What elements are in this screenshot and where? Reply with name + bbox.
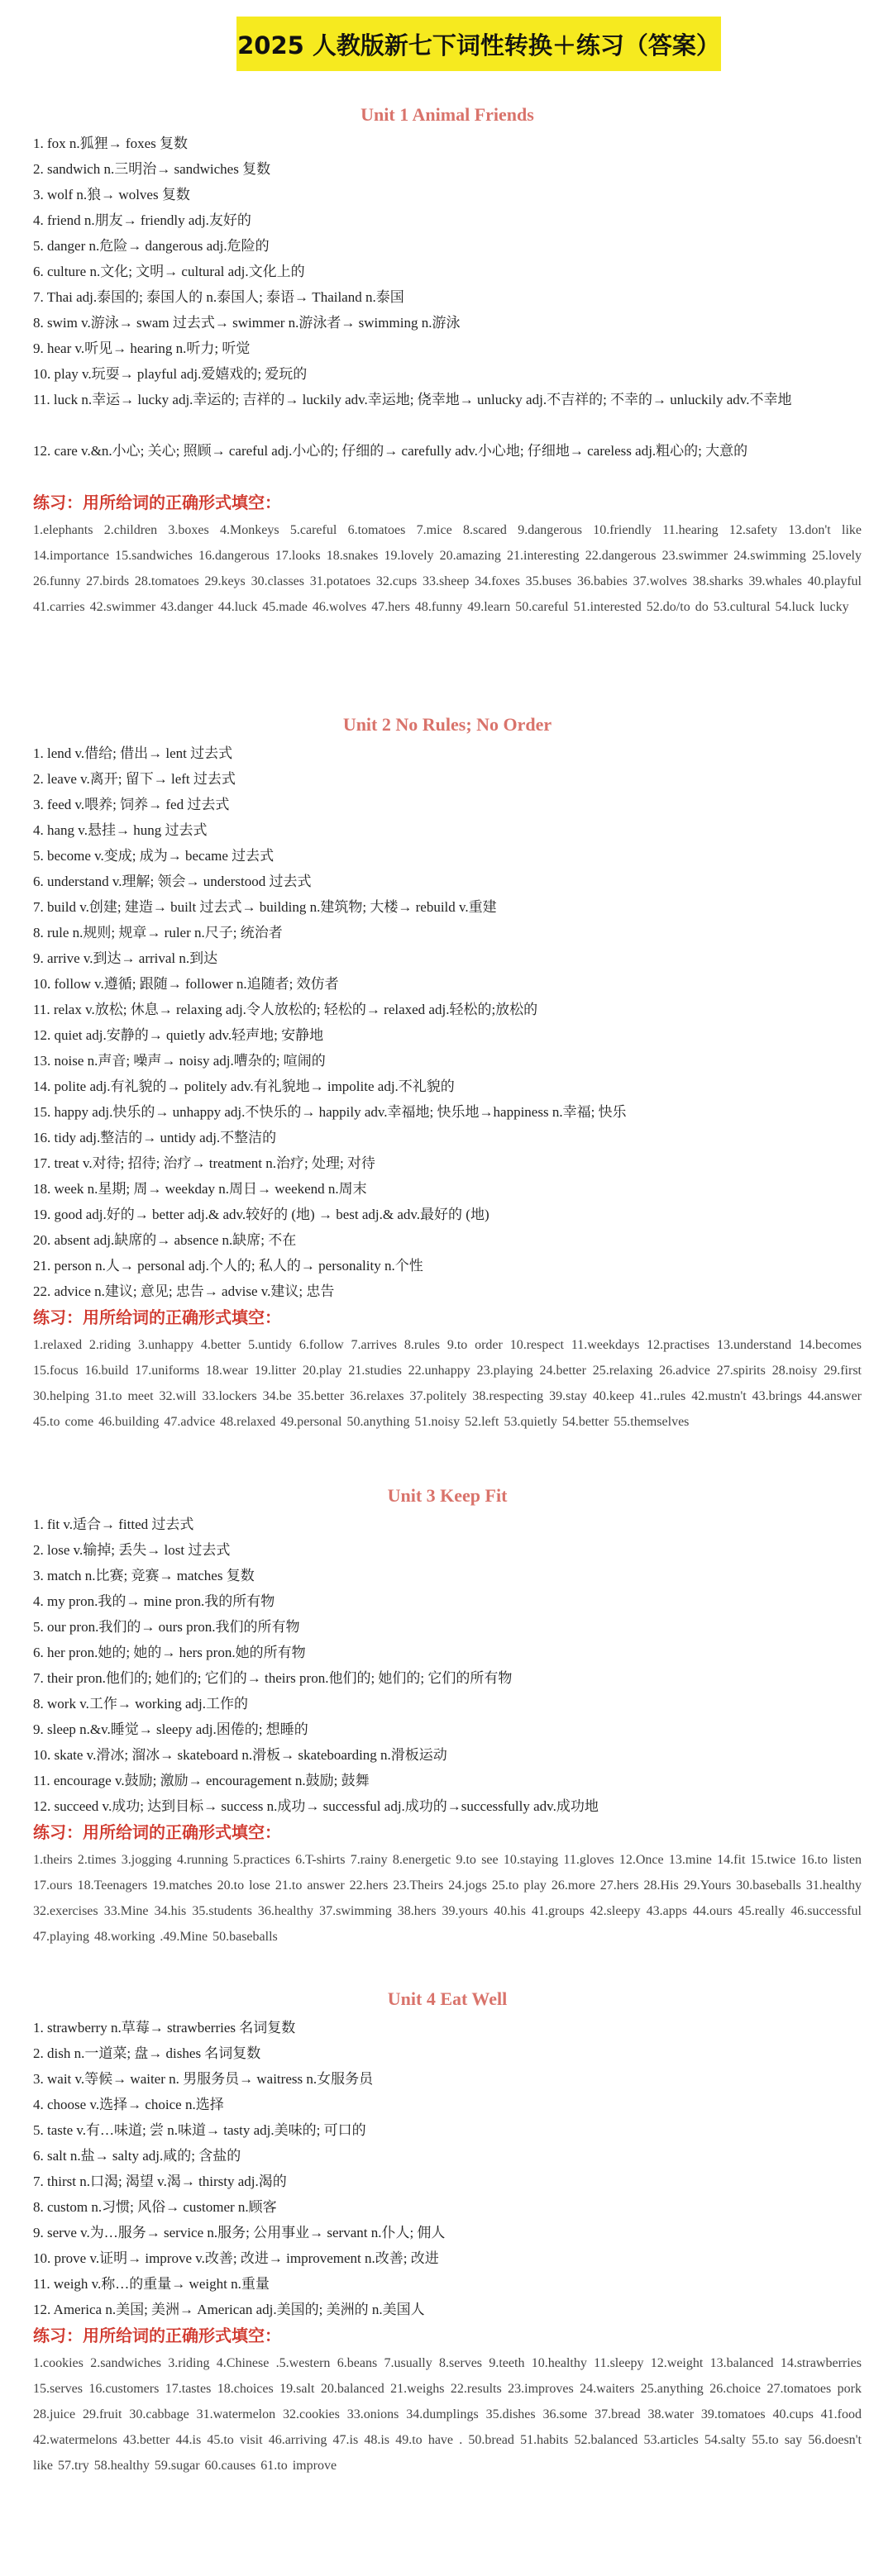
practice-answers: 1.relaxed 2.riding 3.unhappy 4.better 5.untidy 6.follow 7.arrives 8.rules 9.to order 10.respect 11.weekdays 12.practises 13.understand 14.becomes 15.focus 16.build 17.uniforms 18.wear 19.litter 20.play 21.studies 22.unhappy 23.playing 24.better 25.relaxing 26.advice 27.spirits 28.noisy 29.first 30.helping 31.to meet 32.will 33.lockers 34.be 35.better 36.relaxes 37.politely 38.respecting 39.stay 40.keep 41..rules 42.mustn't 43.brings 44.answer 45.to come 46.building 47.advice 48.relaxed 49.personal 50.anything 51.noisy 52.left 53.quietly 54.better 55.themselves (33, 1338, 862, 1429)
vocab-item: 17. treat v.对待; 招待; 治疗→ treatment n.治疗; 处理; 对待 (33, 1155, 375, 1171)
vocab-item: 2. dish n.一道菜; 盘→ dishes 名词复数 (33, 2045, 261, 2061)
vocab-item: 6. her pron.她的; 她的→ hers pron.她的所有物 (33, 1645, 306, 1660)
vocab-item: 12. care v.&n.小心; 关心; 照顾→ careful adj.小心的; 仔细的→ carefully adv.小心地; 仔细地→ careless adj.粗心的; 大意的 (33, 443, 748, 459)
vocab-item: 4. hang v.悬挂→ hung 过去式 (33, 822, 208, 838)
unit-title: Unit 1 Animal Friends (361, 104, 534, 125)
vocab-item: 9. arrive v.到达→ arrival n.到达 (33, 950, 218, 966)
vocab-list (33, 740, 862, 1304)
vocab-item: 5. become v.变成; 成为→ became 过去式 (33, 848, 275, 864)
vocab-item: 2. lose v.输掉; 丢失→ lost 过去式 (33, 1542, 231, 1558)
vocab-list (33, 2015, 862, 2322)
vocab-item: 12. succeed v.成功; 达到目标→ success n.成功→ successful adj.成功的→successfully adv.成功地 (33, 1798, 599, 1814)
vocab-item: 7. their pron.他们的; 她们的; 它们的→ theirs pron.他们的; 她们的; 它们的所有物 (33, 1670, 513, 1686)
unit-1-section (33, 101, 862, 620)
vocab-item: 8. rule n.规则; 规章→ ruler n.尺子; 统治者 (33, 925, 283, 940)
vocab-item: 7. build v.创建; 建造→ built 过去式→ building n.建筑物; 大楼→ rebuild v.重建 (33, 899, 497, 915)
vocab-item: 3. match n.比赛; 竞赛→ matches 复数 (33, 1568, 255, 1583)
vocab-item: 6. culture n.文化; 文明→ cultural adj.文化上的 (33, 264, 305, 279)
vocab-item: 12. quiet adj.安静的→ quietly adv.轻声地; 安静地 (33, 1027, 324, 1043)
vocab-item: 8. custom n.习惯; 风俗→ customer n.顾客 (33, 2199, 277, 2215)
vocab-item: 4. choose v.选择→ choice n.选择 (33, 2097, 224, 2112)
unit-title: Unit 3 Keep Fit (387, 1485, 508, 1506)
vocab-item: 1. fox n.狐狸→ foxes 复数 (33, 136, 188, 151)
practice-answers: 1.theirs 2.times 3.jogging 4.running 5.practices 6.T-shirts 7.rainy 8.energetic 9.to see 10.staying 11.gloves 12.Once 13.mine 14.fit 15.twice 16.to listen 17.ours 18.Teenagers 19.matches 20.to lose 21.to answer 22.hers 23.Theirs 24.jogs 25.to play 26.more 27.hers 28.His 29.Yours 30.baseballs 31.healthy 32.exercises 33.Mine 34.his 35.students 36.healthy 37.swimming 38.hers 39.yours 40.his 41.groups 42.sleepy 43.apps 44.ours 45.really 46.successful 47.playing 48.working .49.Mine 50.baseballs (33, 1853, 862, 1944)
vocab-item: 2. sandwich n.三明治→ sandwiches 复数 (33, 161, 271, 177)
vocab-item: 4. friend n.朋友→ friendly adj.友好的 (33, 212, 251, 228)
unit-3-section (33, 1482, 862, 1950)
vocab-item: 2. leave v.离开; 留下→ left 过去式 (33, 771, 236, 787)
vocab-item: 8. work v.工作→ working adj.工作的 (33, 1696, 249, 1712)
vocab-item: 22. advice n.建议; 意见; 忠告→ advise v.建议; 忠告 (33, 1283, 335, 1299)
vocab-item: 1. lend v.借给; 借出→ lent 过去式 (33, 745, 233, 761)
vocab-item: 11. weigh v.称…的重量→ weight n.重量 (33, 2276, 270, 2292)
vocab-item: 15. happy adj.快乐的→ unhappy adj.不快乐的→ happily adv.幸福地; 快乐地→happiness n.幸福; 快乐 (33, 1104, 627, 1120)
vocab-item: 5. danger n.危险→ dangerous adj.危险的 (33, 238, 270, 254)
vocab-item: 19. good adj.好的→ better adj.& adv.较好的 (地) → best adj.& adv.最好的 (地) (33, 1207, 489, 1222)
vocab-item: 6. understand v.理解; 领会→ understood 过去式 (33, 874, 312, 889)
vocab-item: 5. our pron.我们的→ ours pron.我们的所有物 (33, 1619, 300, 1635)
vocab-item: 3. feed v.喂养; 饲养→ fed 过去式 (33, 797, 230, 812)
practice-answers: 1.elephants 2.children 3.boxes 4.Monkeys 5.careful 6.tomatoes 7.mice 8.scared 9.dangerous 10.friendly 11.hearing 12.safety 13.don't like 14.importance 15.sandwiches 16.dangerous 17.looks 18.snakes 19.lovely 20.amazing 21.interesting 22.dangerous 23.swimmer 24.swimming 25.lovely 26.funny 27.birds 28.tomatoes 29.keys 30.classes 31.potatoes 32.cups 33.sheep 34.foxes 35.buses 36.babies 37.wolves 38.sharks 39.whales 40.playful 41.carries 42.swimmer 43.danger 44.luck 45.made 46.wolves 47.hers 48.funny 49.learn 50.careful 51.interested 52.do/to do 53.cultural 54.luck lucky (33, 523, 862, 614)
practice-title: 练习：用所给词的正确形式填空： (33, 2326, 281, 2345)
practice-answers: 1.cookies 2.sandwiches 3.riding 4.Chinese .5.western 6.beans 7.usually 8.serves 9.teeth 10.healthy 11.sleepy 12.weight 13.balanced 14.strawberries 15.serves 16.customers 17.tastes 18.choices 19.salt 20.balanced 21.weighs 22.results 23.improves 24.waiters 25.anything 26.choice 27.tomatoes pork 28.juice 29.fruit 30.cabbage 31.watermelon 32.cookies 33.onions 34.dumplings 35.dishes 36.some 37.bread 38.water 39.tomatoes 40.cups 41.food 42.watermelons 43.better 44.is 45.to visit 46.arriving 47.is 48.is 49.to have . 50.bread 51.habits 52.balanced 53.articles 54.salty 55.to say 56.doesn't like 57.try 58.healthy 59.sugar 60.causes 61.to improve (33, 2356, 862, 2473)
vocab-item: 20. absent adj.缺席的→ absence n.缺席; 不在 (33, 1232, 297, 1248)
vocab-item: 11. luck n.幸运→ lucky adj.幸运的; 吉祥的→ luckily adv.幸运地; 侥幸地→ unlucky adj.不吉祥的; 不幸的→ unluckily adv.不幸地 (33, 392, 792, 407)
vocab-item: 5. taste v.有…味道; 尝 n.味道→ tasty adj.美味的; 可口的 (33, 2122, 366, 2138)
vocab-item: 11. relax v.放松; 休息→ relaxing adj.令人放松的; 轻松的→ relaxed adj.轻松的;放松的 (33, 1002, 538, 1017)
unit-4-section (33, 1985, 862, 2478)
vocab-item: 13. noise n.声音; 噪声→ noisy adj.嘈杂的; 喧闹的 (33, 1053, 326, 1069)
vocab-item: 1. strawberry n.草莓→ strawberries 名词复数 (33, 2020, 296, 2036)
vocab-item: 9. sleep n.&v.睡觉→ sleepy adj.困倦的; 想睡的 (33, 1721, 308, 1737)
vocab-list (33, 1512, 862, 1819)
vocab-item: 7. thirst n.口渴; 渴望 v.渴→ thirsty adj.渴的 (33, 2174, 287, 2189)
practice-title: 练习：用所给词的正确形式填空： (33, 1822, 281, 1842)
vocab-list (33, 131, 862, 489)
vocab-item: 14. polite adj.有礼貌的→ politely adv.有礼貌地→ impolite adj.不礼貌的 (33, 1078, 455, 1094)
unit-title: Unit 2 No Rules; No Order (342, 714, 552, 735)
vocab-item: 11. encourage v.鼓励; 激励→ encouragement n.鼓励; 鼓舞 (33, 1773, 370, 1788)
vocab-item: 12. America n.美国; 美洲→ American adj.美国的; 美洲的 n.美国人 (33, 2302, 425, 2317)
vocab-item: 4. my pron.我的→ mine pron.我的所有物 (33, 1593, 275, 1609)
vocab-item: 16. tidy adj.整洁的→ untidy adj.不整洁的 (33, 1130, 277, 1145)
vocab-item: 3. wait v.等候→ waiter n. 男服务员→ waitress n.女服务员 (33, 2071, 374, 2087)
vocab-item: 7. Thai adj.泰国的; 泰国人的 n.泰国人; 泰语→ Thailand n.泰国 (33, 289, 404, 305)
vocab-item: 10. prove v.证明→ improve v.改善; 改进→ improvement n.改善; 改进 (33, 2250, 439, 2266)
vocab-item: 10. skate v.滑冰; 溜冰→ skateboard n.滑板→ skateboarding n.滑板运动 (33, 1747, 447, 1763)
vocab-item: 10. follow v.遵循; 跟随→ follower n.追随者; 效仿者 (33, 976, 339, 992)
vocab-item: 9. hear v.听见→ hearing n.听力; 听觉 (33, 340, 251, 356)
vocab-item: 9. serve v.为…服务→ service n.服务; 公用事业→ servant n.仆人; 佣人 (33, 2225, 446, 2240)
vocab-item: 8. swim v.游泳→ swam 过去式→ swimmer n.游泳者→ swimming n.游泳 (33, 315, 461, 331)
document-title: 2025 人教版新七下词性转换＋练习（答案） (236, 17, 721, 71)
unit-2-section (33, 711, 862, 1435)
vocab-item: 1. fit v.适合→ fitted 过去式 (33, 1517, 194, 1532)
vocab-item: 3. wolf n.狼→ wolves 复数 (33, 187, 190, 202)
practice-title: 练习：用所给词的正确形式填空： (33, 493, 281, 512)
vocab-item: 21. person n.人→ personal adj.个人的; 私人的→ personality n.个性 (33, 1258, 423, 1274)
vocab-item: 10. play v.玩耍→ playful adj.爱嬉戏的; 爱玩的 (33, 366, 308, 382)
practice-title: 练习：用所给词的正确形式填空： (33, 1307, 281, 1327)
vocab-item: 6. salt n.盐→ salty adj.咸的; 含盐的 (33, 2148, 241, 2164)
vocab-item: 18. week n.星期; 周→ weekday n.周日→ weekend n.周末 (33, 1181, 367, 1197)
unit-title: Unit 4 Eat Well (387, 1988, 508, 2009)
